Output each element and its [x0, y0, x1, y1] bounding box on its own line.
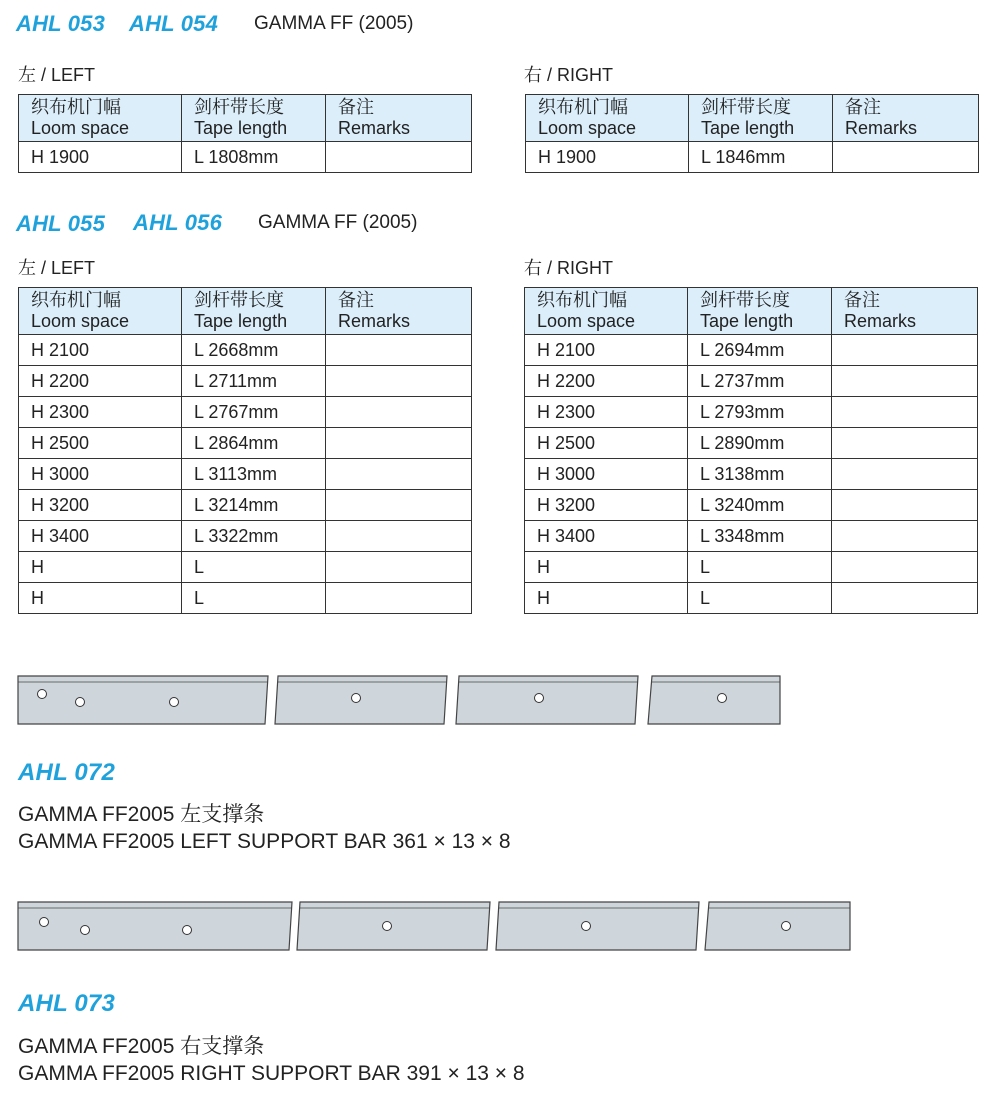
- column-header-cn: 备注: [338, 97, 374, 117]
- loom-space-cell: H 2300: [525, 397, 688, 428]
- loom-space-cell: H 2500: [19, 428, 182, 459]
- tape-length-cell: L 2711mm: [182, 366, 326, 397]
- section2-left-label: 左 / LEFT: [18, 258, 96, 278]
- table-row: [525, 366, 978, 397]
- table-row: [19, 428, 472, 459]
- column-header-en: Remarks: [338, 311, 411, 331]
- right-support-bar-drawing: [16, 898, 856, 954]
- remarks-cell: [832, 490, 978, 521]
- column-header: [326, 95, 472, 142]
- bolt-hole: [782, 922, 791, 931]
- bolt-hole: [352, 694, 361, 703]
- table-row: [525, 459, 978, 490]
- section2-left-table: [18, 287, 472, 614]
- left-support-bar-drawing: [16, 672, 786, 728]
- column-header-cn: 织布机门幅: [31, 290, 121, 310]
- remarks-cell: [832, 397, 978, 428]
- bar-segment: [648, 676, 780, 724]
- tape-length-cell: L 2793mm: [688, 397, 832, 428]
- product2-line1: GAMMA FF2005 右支撑条: [18, 1035, 265, 1058]
- column-header: [326, 288, 472, 335]
- loom-space-cell: H: [525, 583, 688, 614]
- tape-length-cell: L 2737mm: [688, 366, 832, 397]
- column-header-cn: 备注: [338, 290, 374, 310]
- column-header: [525, 288, 688, 335]
- column-header-en: Tape length: [701, 118, 795, 138]
- bar-segment: [18, 902, 292, 950]
- bolt-hole: [40, 918, 49, 927]
- section2-code-b: AHL 056: [133, 210, 223, 235]
- bar-segment: [18, 676, 268, 724]
- tape-length-cell: L: [688, 583, 832, 614]
- section1-right-table: [525, 94, 979, 173]
- table-row: [525, 397, 978, 428]
- tape-length-cell: L 3240mm: [688, 490, 832, 521]
- bolt-hole: [383, 922, 392, 931]
- table-row: [526, 142, 979, 173]
- section1-right-label: 右 / RIGHT: [524, 65, 613, 85]
- loom-space-cell: H: [525, 552, 688, 583]
- table-row: [19, 142, 472, 173]
- bolt-hole: [718, 694, 727, 703]
- section1-left-label: 左 / LEFT: [18, 65, 96, 85]
- column-header-en: Remarks: [845, 118, 918, 138]
- tape-length-cell: L: [688, 552, 832, 583]
- bar-segment: [275, 676, 447, 724]
- table-row: [19, 490, 472, 521]
- remarks-cell: [326, 397, 472, 428]
- column-header-en: Loom space: [538, 118, 637, 138]
- loom-space-cell: H 3400: [19, 521, 182, 552]
- remarks-cell: [326, 142, 472, 173]
- column-header: [833, 95, 979, 142]
- loom-space-cell: H 1900: [526, 142, 689, 173]
- tape-length-cell: L: [182, 552, 326, 583]
- loom-space-cell: H 3200: [19, 490, 182, 521]
- tape-length-cell: L 1808mm: [182, 142, 326, 173]
- remarks-cell: [832, 366, 978, 397]
- remarks-cell: [326, 335, 472, 366]
- column-header: [19, 95, 182, 142]
- remarks-cell: [833, 142, 979, 173]
- column-header-en: Tape length: [194, 118, 288, 138]
- column-header-cn: 织布机门幅: [538, 97, 628, 117]
- remarks-cell: [326, 490, 472, 521]
- table-row: [525, 552, 978, 583]
- column-header-en: Loom space: [31, 118, 130, 138]
- column-header: [832, 288, 978, 335]
- remarks-cell: [832, 552, 978, 583]
- table-row: [525, 521, 978, 552]
- tape-length-cell: L 3138mm: [688, 459, 832, 490]
- column-header-cn: 备注: [844, 290, 880, 310]
- section2-right-table: [524, 287, 978, 614]
- product2-code: AHL 073: [18, 990, 116, 1017]
- column-header-en: Tape length: [700, 311, 794, 331]
- bolt-hole: [76, 698, 85, 707]
- remarks-cell: [326, 552, 472, 583]
- product1-line1: GAMMA FF2005 左支撑条: [18, 803, 265, 826]
- remarks-cell: [326, 428, 472, 459]
- loom-space-cell: H 1900: [19, 142, 182, 173]
- product1-code: AHL 072: [18, 759, 116, 786]
- remarks-cell: [832, 335, 978, 366]
- column-header-en: Loom space: [537, 311, 636, 331]
- column-header-cn: 备注: [845, 97, 881, 117]
- loom-space-cell: H 2300: [19, 397, 182, 428]
- column-header-en: Remarks: [338, 118, 411, 138]
- table-row: [19, 366, 472, 397]
- table-row: [19, 583, 472, 614]
- tape-length-cell: L: [182, 583, 326, 614]
- remarks-cell: [326, 583, 472, 614]
- column-header-cn: 织布机门幅: [31, 97, 121, 117]
- loom-space-cell: H 3000: [19, 459, 182, 490]
- table-header-row: [525, 288, 978, 335]
- section2-model: GAMMA FF (2005): [258, 212, 418, 233]
- table-header-row: [19, 288, 472, 335]
- remarks-cell: [832, 583, 978, 614]
- table-row: [19, 335, 472, 366]
- table-row: [525, 428, 978, 459]
- column-header-en: Remarks: [844, 311, 917, 331]
- column-header-cn: 剑杆带长度: [194, 290, 284, 310]
- table-row: [525, 583, 978, 614]
- bolt-hole: [183, 926, 192, 935]
- column-header-en: Tape length: [194, 311, 288, 331]
- tape-length-cell: L 3214mm: [182, 490, 326, 521]
- remarks-cell: [832, 521, 978, 552]
- loom-space-cell: H 2200: [19, 366, 182, 397]
- column-header-cn: 织布机门幅: [537, 290, 627, 310]
- tape-length-cell: L 2767mm: [182, 397, 326, 428]
- loom-space-cell: H 2200: [525, 366, 688, 397]
- tape-length-cell: L 2890mm: [688, 428, 832, 459]
- remarks-cell: [326, 366, 472, 397]
- column-header: [688, 288, 832, 335]
- column-header: [526, 95, 689, 142]
- tape-length-cell: L 3322mm: [182, 521, 326, 552]
- loom-space-cell: H 3400: [525, 521, 688, 552]
- bar-segment: [496, 902, 699, 950]
- section1-model: GAMMA FF (2005): [254, 13, 414, 34]
- loom-space-cell: H 3000: [525, 459, 688, 490]
- bolt-hole: [38, 690, 47, 699]
- bar-segment: [297, 902, 490, 950]
- loom-space-cell: H 2500: [525, 428, 688, 459]
- tape-length-cell: L 2694mm: [688, 335, 832, 366]
- remarks-cell: [832, 459, 978, 490]
- column-header-cn: 剑杆带长度: [700, 290, 790, 310]
- tape-length-cell: L 3348mm: [688, 521, 832, 552]
- bar-segment: [456, 676, 638, 724]
- remarks-cell: [326, 521, 472, 552]
- column-header-cn: 剑杆带长度: [194, 97, 284, 117]
- remarks-cell: [832, 428, 978, 459]
- table-row: [525, 490, 978, 521]
- column-header: [182, 95, 326, 142]
- product2-line2: GAMMA FF2005 RIGHT SUPPORT BAR 391 × 13 × 8: [18, 1062, 525, 1085]
- table-row: [19, 459, 472, 490]
- section2-right-label: 右 / RIGHT: [524, 258, 613, 278]
- table-row: [19, 552, 472, 583]
- loom-space-cell: H: [19, 583, 182, 614]
- loom-space-cell: H 3200: [525, 490, 688, 521]
- tape-length-cell: L 3113mm: [182, 459, 326, 490]
- table-row: [19, 397, 472, 428]
- column-header: [19, 288, 182, 335]
- product1-line2: GAMMA FF2005 LEFT SUPPORT BAR 361 × 13 × 8: [18, 830, 511, 853]
- column-header: [182, 288, 326, 335]
- column-header-cn: 剑杆带长度: [701, 97, 791, 117]
- section1-left-table: [18, 94, 472, 173]
- section2-code-a: AHL 055: [16, 211, 106, 236]
- section1-code-b: AHL 054: [129, 11, 219, 36]
- section1-code-a: AHL 053: [16, 11, 106, 36]
- bolt-hole: [81, 926, 90, 935]
- tape-length-cell: L 2668mm: [182, 335, 326, 366]
- table-header-row: [19, 95, 472, 142]
- loom-space-cell: H 2100: [19, 335, 182, 366]
- table-row: [525, 335, 978, 366]
- bolt-hole: [582, 922, 591, 931]
- table-header-row: [526, 95, 979, 142]
- loom-space-cell: H 2100: [525, 335, 688, 366]
- tape-length-cell: L 1846mm: [689, 142, 833, 173]
- table-row: [19, 521, 472, 552]
- bolt-hole: [535, 694, 544, 703]
- bar-segment: [705, 902, 850, 950]
- tape-length-cell: L 2864mm: [182, 428, 326, 459]
- column-header-en: Loom space: [31, 311, 130, 331]
- remarks-cell: [326, 459, 472, 490]
- bolt-hole: [170, 698, 179, 707]
- loom-space-cell: H: [19, 552, 182, 583]
- column-header: [689, 95, 833, 142]
